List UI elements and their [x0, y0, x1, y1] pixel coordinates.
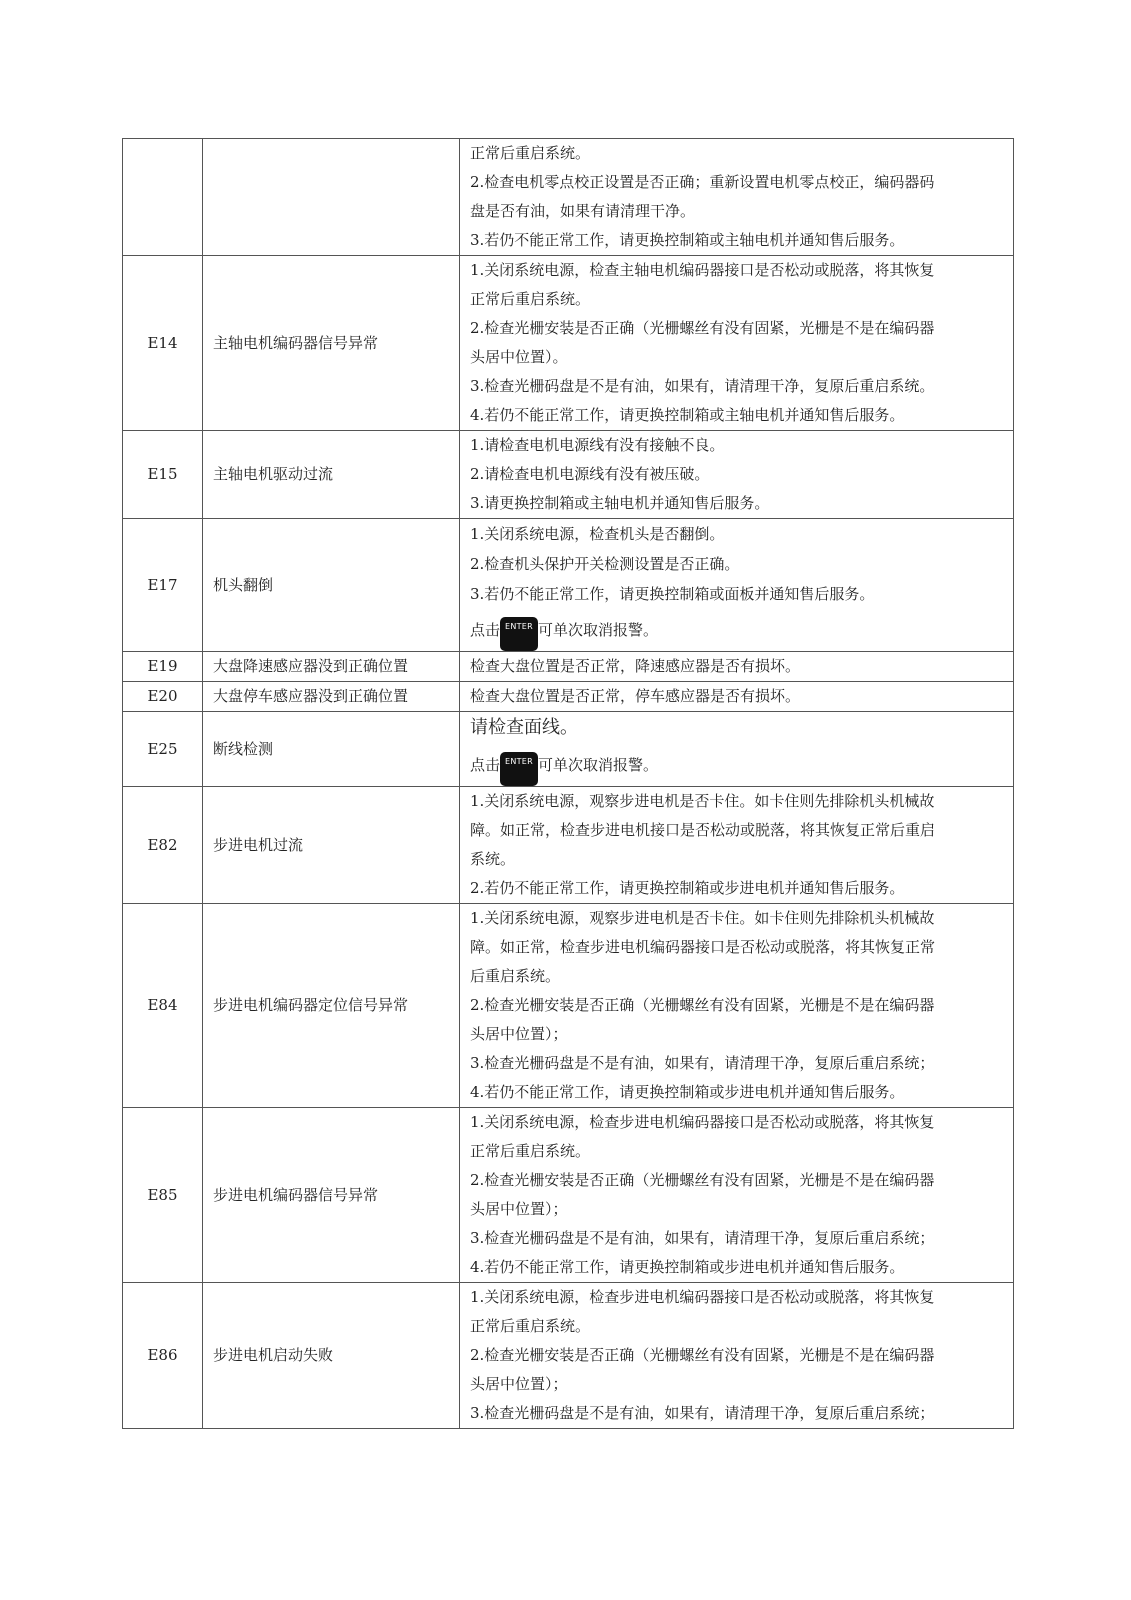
solution-line: 系统。 [470, 850, 516, 868]
error-description-cell: 机头翻倒 [203, 519, 460, 652]
solution-line: 正常后重启系统。 [470, 1317, 591, 1335]
solution-line: 2.检查光栅安装是否正确（光栅螺丝有没有固紧，光栅是不是在编码器 [470, 319, 935, 337]
enter-instruction-suffix: 可单次取消报警。 [538, 621, 659, 639]
error-code-cell: E84 [123, 904, 203, 1108]
solution-line: 1.关闭系统电源，检查机头是否翻倒。 [470, 525, 725, 543]
solution-line: 2.请检查电机电源线有没有被压破。 [470, 465, 710, 483]
error-description-cell [203, 139, 460, 256]
solution-line: 1.关闭系统电源，观察步进电机是否卡住。如卡住则先排除机头机械故 [470, 909, 935, 927]
error-description-cell: 主轴电机驱动过流 [203, 431, 460, 519]
solution-line: 头居中位置）。 [470, 348, 568, 366]
solution-line: 3.检查光栅码盘是不是有油，如果有，请清理干净，复原后重启系统； [470, 1229, 935, 1247]
solution-cell [460, 431, 1014, 519]
error-description-cell: 断线检测 [203, 712, 460, 787]
enter-instruction-prefix: 点击 [470, 621, 501, 639]
error-code-cell: E20 [123, 682, 203, 712]
enter-instruction [470, 615, 1003, 651]
solution-cell [460, 256, 1014, 431]
solution-cell [460, 519, 1014, 652]
solution-line: 头居中位置）； [470, 1200, 568, 1218]
error-table-body [123, 139, 1014, 1429]
solution-line: 3.检查光栅码盘是不是有油，如果有，请清理干净，复原后重启系统； [470, 1054, 935, 1072]
table-row [123, 431, 1014, 519]
table-row [123, 652, 1014, 682]
solution-line: 3.若仍不能正常工作，请更换控制箱或主轴电机并通知售后服务。 [470, 231, 905, 249]
solution-line: 盘是否有油，如果有请清理干净。 [470, 202, 696, 220]
solution-line: 3.检查光栅码盘是不是有油，如果有，请清理干净，复原后重启系统； [470, 1404, 935, 1422]
solution-line: 正常后重启系统。 [470, 290, 591, 308]
error-code-table [122, 138, 1014, 1429]
table-row [123, 712, 1014, 787]
solution-line: 2.若仍不能正常工作，请更换控制箱或步进电机并通知售后服务。 [470, 879, 905, 897]
solution-line: 头居中位置）； [470, 1375, 568, 1393]
table-row [123, 1283, 1014, 1429]
error-code-cell: E19 [123, 652, 203, 682]
solution-line: 2.检查电机零点校正设置是否正确；重新设置电机零点校正，编码器码 [470, 173, 935, 191]
solution-line: 2.检查光栅安装是否正确（光栅螺丝有没有固紧，光栅是不是在编码器 [470, 1171, 935, 1189]
table-row [123, 139, 1014, 256]
solution-line: 请检查面线。 [470, 717, 578, 738]
solution-cell [460, 682, 1014, 712]
solution-line: 3.若仍不能正常工作，请更换控制箱或面板并通知售后服务。 [470, 585, 875, 603]
error-code-cell: E86 [123, 1283, 203, 1429]
solution-line: 后重启系统。 [470, 967, 561, 985]
solution-line: 4.若仍不能正常工作，请更换控制箱或步进电机并通知售后服务。 [470, 1258, 905, 1276]
enter-instruction [470, 750, 1003, 786]
solution-line: 3.请更换控制箱或主轴电机并通知售后服务。 [470, 494, 770, 512]
table-row [123, 519, 1014, 652]
solution-line: 1.关闭系统电源，观察步进电机是否卡住。如卡住则先排除机头机械故 [470, 792, 935, 810]
error-code-cell: E85 [123, 1108, 203, 1283]
solution-line: 正常后重启系统。 [470, 144, 591, 162]
solution-cell [460, 712, 1014, 787]
solution-line: 4.若仍不能正常工作，请更换控制箱或步进电机并通知售后服务。 [470, 1083, 905, 1101]
solution-line: 检查大盘位置是否正常，停车感应器是否有损坏。 [470, 687, 801, 705]
solution-line: 2.检查光栅安装是否正确（光栅螺丝有没有固紧，光栅是不是在编码器 [470, 1346, 935, 1364]
error-description-cell: 主轴电机编码器信号异常 [203, 256, 460, 431]
error-code-cell: E25 [123, 712, 203, 787]
solution-line: 头居中位置）； [470, 1025, 568, 1043]
solution-line: 1.关闭系统电源，检查主轴电机编码器接口是否松动或脱落，将其恢复 [470, 261, 935, 279]
solution-line: 障。如正常，检查步进电机接口是否松动或脱落，将其恢复正常后重启 [470, 821, 936, 839]
error-description-cell: 步进电机启动失败 [203, 1283, 460, 1429]
solution-line: 正常后重启系统。 [470, 1142, 591, 1160]
error-description-cell: 步进电机编码器定位信号异常 [203, 904, 460, 1108]
table-row [123, 682, 1014, 712]
solution-line: 1.请检查电机电源线有没有接触不良。 [470, 436, 725, 454]
solution-cell [460, 787, 1014, 904]
table-row [123, 1108, 1014, 1283]
error-description-cell: 大盘停车感应器没到正确位置 [203, 682, 460, 712]
table-row [123, 904, 1014, 1108]
solution-cell [460, 652, 1014, 682]
solution-line: 3.检查光栅码盘是不是有油，如果有，请清理干净，复原后重启系统。 [470, 377, 935, 395]
solution-cell [460, 139, 1014, 256]
error-description-cell: 步进电机过流 [203, 787, 460, 904]
solution-cell [460, 1108, 1014, 1283]
enter-key-icon: ENTER [500, 752, 538, 786]
solution-line: 1.关闭系统电源，检查步进电机编码器接口是否松动或脱落，将其恢复 [470, 1288, 935, 1306]
error-code-cell: E14 [123, 256, 203, 431]
table-row [123, 256, 1014, 431]
error-code-cell: E15 [123, 431, 203, 519]
solution-line: 1.关闭系统电源，检查步进电机编码器接口是否松动或脱落，将其恢复 [470, 1113, 935, 1131]
error-code-cell: E17 [123, 519, 203, 652]
table-row [123, 787, 1014, 904]
solution-cell [460, 904, 1014, 1108]
error-code-cell [123, 139, 203, 256]
enter-instruction-prefix: 点击 [470, 756, 501, 774]
solution-line: 障。如正常，检查步进电机编码器接口是否松动或脱落，将其恢复正常 [470, 938, 936, 956]
error-description-cell: 步进电机编码器信号异常 [203, 1108, 460, 1283]
enter-key-icon: ENTER [500, 617, 538, 651]
solution-line: 2.检查机头保护开关检测设置是否正确。 [470, 555, 740, 573]
solution-line: 4.若仍不能正常工作，请更换控制箱或主轴电机并通知售后服务。 [470, 406, 905, 424]
solution-cell [460, 1283, 1014, 1429]
solution-line: 2.检查光栅安装是否正确（光栅螺丝有没有固紧，光栅是不是在编码器 [470, 996, 935, 1014]
error-description-cell: 大盘降速感应器没到正确位置 [203, 652, 460, 682]
solution-line: 检查大盘位置是否正常，降速感应器是否有损坏。 [470, 657, 801, 675]
enter-instruction-suffix: 可单次取消报警。 [538, 756, 659, 774]
error-code-cell: E82 [123, 787, 203, 904]
